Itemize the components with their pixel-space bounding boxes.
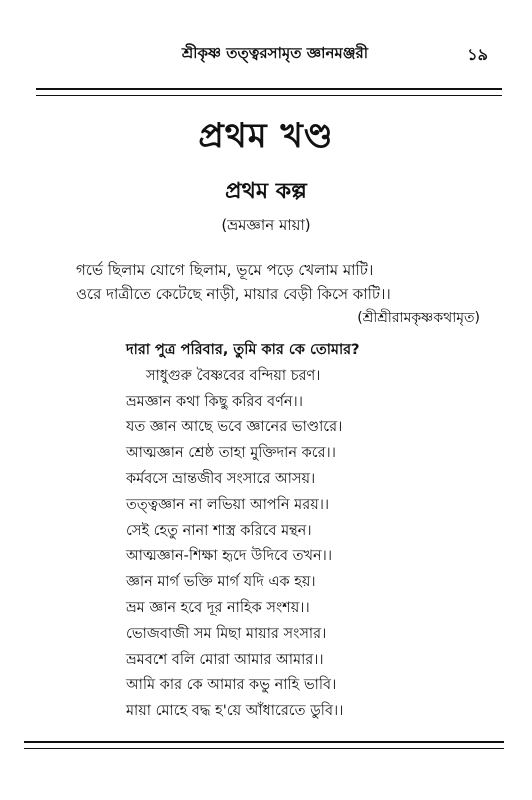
poem-line: মায়া মোহে বদ্ধ হ'য়ে আঁধারেতে ডুবি।।: [126, 703, 344, 720]
poem-line: ভ্রম জ্ঞান হবে দূর নাহিক সংশয়।।: [126, 599, 310, 616]
poem-line: তত্ত্বজ্ঞান না লভিয়া আপনি মরয়।।: [126, 496, 330, 513]
poem-line: জ্ঞান মার্গ ভক্তি মার্গ যদি এক হয়।: [126, 574, 316, 591]
poem-body: [126, 338, 486, 725]
poem-line: ভ্রমজ্ঞান কথা কিছু করিব বর্ণন।।: [126, 393, 303, 410]
poem-line: কর্মবসে ভ্রান্তজীব সংসারে আসয়।: [126, 470, 316, 487]
running-header: [0, 42, 532, 66]
part-title: প্রথম খণ্ড: [198, 116, 334, 156]
poem-line: সাধুগুরু বৈষ্ণবের বন্দিয়া চরণ।: [146, 367, 321, 384]
quote-line: ওরে দাত্রীতে কেটেছে নাড়ী, মায়ার বেড়ী কিসে কাটি।।: [76, 285, 391, 303]
chapter-title: প্রথম কল্প: [225, 179, 307, 204]
poem-line: ভোজবাজী সম মিছা মায়ার সংসার।: [126, 625, 327, 642]
poem-line: আমি কার কে আমার কভু নাহি ভাবি।: [126, 677, 337, 694]
header-divider: [36, 88, 502, 96]
poem-line: আত্মজ্ঞান শ্রেষ্ঠ তাহা মুক্তিদান করে।।: [126, 445, 336, 462]
poem-line: দারা পুত্র পরিবার, তুমি কার কে তোমার?: [126, 342, 360, 358]
section-title: (ভ্রমজ্ঞান মায়া): [221, 216, 311, 234]
poem-line: যত জ্ঞান আছে ভবে জ্ঞানের ভাণ্ডারে।: [126, 419, 343, 436]
quote-line: গর্ভে ছিলাম যোগে ছিলাম, ভূমে পড়ে খেলাম মাটি।: [76, 261, 374, 279]
epigraph-quote: [76, 258, 476, 306]
running-title: শ্রীকৃষ্ণ তত্ত্বরসামৃত জ্ঞানমঞ্জরী: [181, 44, 369, 62]
footer-divider: [24, 741, 504, 749]
poem-line: ভ্রমবশে বলি মোরা আমার আমার।।: [126, 651, 324, 668]
quote-source: (শ্রীশ্রীরামকৃষ্ণকথামৃত): [357, 310, 480, 326]
page-number: ১৯: [467, 45, 488, 64]
poem-line: সেই হেতু নানা শাস্ত্র করিবে মন্থন।: [126, 522, 312, 539]
poem-line: আত্মজ্ঞান-শিক্ষা হৃদে উদিবে তখন।।: [126, 548, 333, 565]
